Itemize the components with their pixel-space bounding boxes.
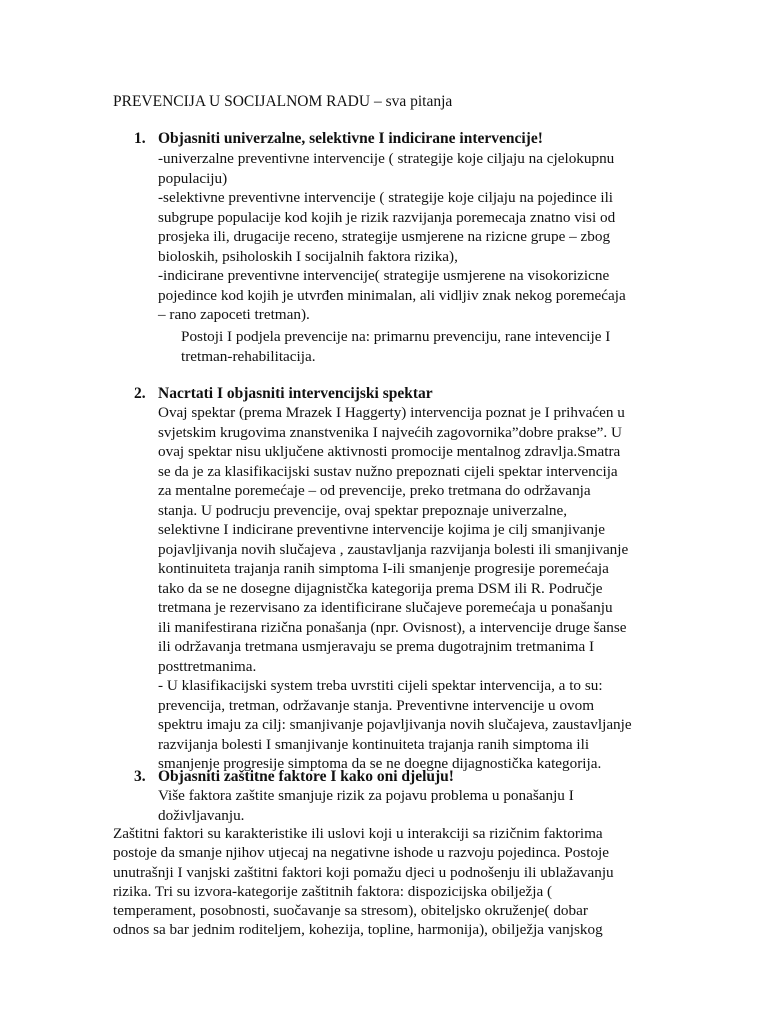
body-line: se da je za klasifikacijski sustav nužno prepoznati cijeli spektar intervencija <box>158 462 618 480</box>
section-number: 2. <box>134 385 146 402</box>
body-line: tretmana je rezervisano za identificirane slučajeve poremećaja u ponašanju <box>158 599 613 616</box>
section-heading: Nacrtati I objasniti intervencijski spektar <box>158 385 433 402</box>
page-title: PREVENCIJA U SOCIJALNOM RADU – sva pitanja <box>113 93 453 110</box>
body-line: ili manifestirana rizična ponašanja (npr. Ovisnost), a intervencije druge šanse <box>158 618 627 636</box>
continuation-line: unutrašnji I vanjski zaštitni faktori koji pomažu djeci u podnošenju ili ublažavanju <box>113 863 614 881</box>
body-line: pojavljivanja novih slučajeva , zaustavljanja razvijanja bolesti ili smanjivanje <box>158 540 629 558</box>
continuation-line: rizika. Tri su izvora-kategorije zaštitnih faktora: dispozicijska obilježja ( <box>113 882 553 900</box>
section-body <box>158 786 658 825</box>
body-line: prosjeka ili, drugacije receno, strategije usmjerene na rizicne grupe – zbog <box>158 228 611 245</box>
body-line: -indicirane preventivne intervencije( strategije usmjerene na visokorizicne <box>158 267 610 284</box>
body-line: kontinuiteta trajanja ranih simptoma I-ili smanjenje progresije poremećaja <box>158 560 609 577</box>
body-line: prevencija, tretman, održavanje stanja. Preventivne intervencije u ovom <box>158 696 595 714</box>
section-continuation <box>113 824 653 940</box>
body-line: Ovaj spektar (prema Mrazek I Haggerty) intervencija poznat je I prihvaćen u <box>158 404 625 421</box>
body-line: ovaj spektar nisu uključene aktivnosti promocije mentalnog zdravlja.Smatra <box>158 443 621 460</box>
continuation-line: postoje da smanje njihov utjecaj na negativne ishode u razvoju pojedinca. Postoje <box>113 844 609 862</box>
body-line: Više faktora zaštite smanjuje rizik za pojavu problema u ponašanju I <box>158 787 574 804</box>
body-line: stanja. U podrucju prevencije, ovaj spektar prepoznaje univerzalne, <box>158 501 568 519</box>
body-line: spektru imaju za cilj: smanjivanje pojavljivanja novih slučajeva, zaustavljanje <box>158 716 632 733</box>
body-line: smanjenje progresije simptoma da se ne doegne dijagnostička kategorija. <box>158 755 602 772</box>
body-line: svjetskim krugovima znanstvenika I najvećih zagovornika”dobre prakse”. U <box>158 423 622 441</box>
continuation-line: odnos sa bar jednim roditeljem, kohezija, topline, harmonija), obilježja vanjskog <box>113 921 603 939</box>
section-body <box>158 403 658 774</box>
body-line: subgrupe populacije kod kojih je rizik razvijanja poremecaja znatno visi od <box>158 208 616 226</box>
body-line: bioloskih, psiholoskih I socijalnih faktora rizika), <box>158 247 458 265</box>
body-line: za mentalne poremećaje – od prevencije, preko tretmana do održavanja <box>158 482 591 499</box>
note-line: Postoji I podjela prevencije na: primarnu prevenciju, rane intevencije I <box>181 328 611 345</box>
body-line: – rano zapoceti tretman). <box>158 306 310 323</box>
body-line: populaciju) <box>158 169 228 187</box>
body-line: razvijanja bolesti I smanjivanje kontinuiteta trajanja ranih simptoma ili <box>158 735 590 753</box>
continuation-line: temperament, posobnosti, suočavanje sa stresom), obiteljsko okruženje( dobar <box>113 902 588 920</box>
body-line: pojedince kod kojih je utvrđen minimalan, ali vidljiv znak nekog poremećaja <box>158 286 626 304</box>
body-line: ili održavanja tretmana usmjeravaju se prema dugotrajnim tretmanima I <box>158 638 595 655</box>
body-line: tako da se ne dosegne dijagnistčka kategorija prema DSM ili R. Područje <box>158 579 603 597</box>
body-line: posttretmanima. <box>158 657 257 675</box>
section-number: 1. <box>134 130 146 147</box>
section-heading: Objasniti zaštitne faktore I kako oni djeluju! <box>158 768 454 785</box>
body-line: -univerzalne preventivne intervencije ( strategije koje ciljaju na cjelokupnu <box>158 150 615 167</box>
section-heading: Objasniti univerzalne, selektivne I indicirane intervencije! <box>158 130 543 147</box>
section-body <box>158 149 658 325</box>
continuation-line: Zaštitni faktori su karakteristike ili uslovi koji u interakciji sa rizičnim faktorima <box>113 825 603 842</box>
body-line: -selektivne preventivne intervencije ( strategije koje ciljaju na pojedince ili <box>158 189 614 206</box>
section-number: 3. <box>134 768 146 785</box>
section-note <box>181 327 651 366</box>
body-line: doživljavanju. <box>158 806 245 824</box>
body-line: selektivne I indicirane preventivne intervencije kojima je cilj smanjivanje <box>158 521 606 538</box>
note-line: tretman-rehabilitacija. <box>181 347 316 365</box>
body-line: - U klasifikacijski system treba uvrstiti cijeli spektar intervencija, a to su: <box>158 677 603 694</box>
